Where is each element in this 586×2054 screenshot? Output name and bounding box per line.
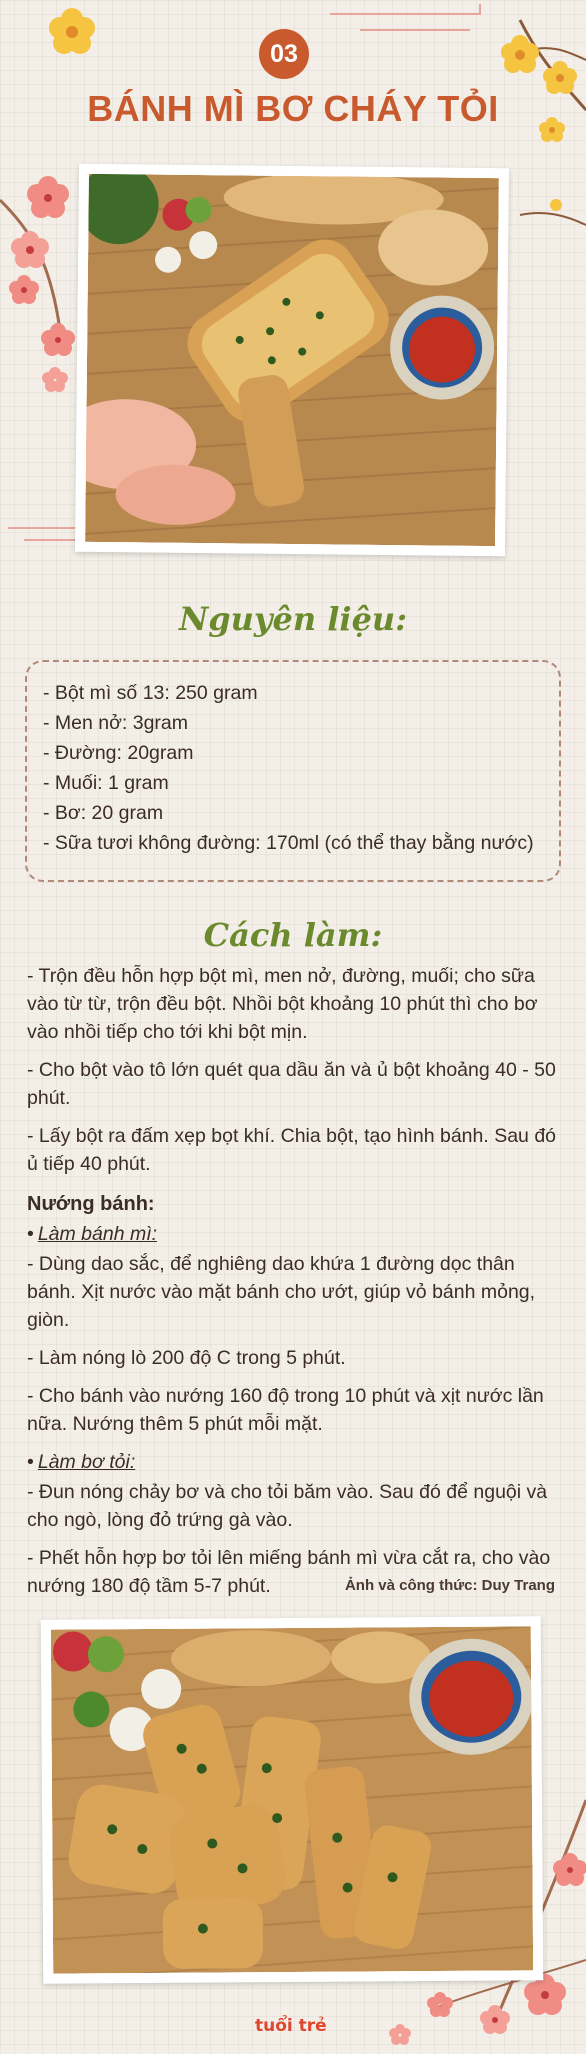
- ingredient-item: - Bột mì số 13: 250 gram: [43, 682, 258, 704]
- bread-step: - Dùng dao sắc, để nghiêng dao khứa 1 đường dọc thân bánh. Xịt nước vào mặt bánh cho ướt, giúp vỏ bánh mỏng, giòn.: [27, 1253, 536, 1331]
- butter-step: - Đun nóng chảy bơ và cho tỏi băm vào. Sau đó để nguội và cho ngò, lòng đỏ trứng gà vào.: [27, 1481, 548, 1531]
- pink-blossom-icon: [41, 323, 75, 356]
- ingredient-item: - Bơ: 20 gram: [43, 802, 164, 824]
- food-photo-illustration: [85, 174, 499, 546]
- butter-step: - Phết hỗn hợp bơ tỏi lên miếng bánh mì vừa cắt ra, cho vào nướng 180 độ tầm 5-7 phút.: [27, 1547, 551, 1597]
- method-section: [27, 962, 567, 1610]
- tuoitre-logo: tuổi trẻ: [255, 2016, 327, 2036]
- ingredient-item: - Đường: 20gram: [43, 742, 194, 764]
- photo-garlic-bread-closeup: [75, 164, 509, 556]
- pink-blossom-icon: [27, 176, 69, 218]
- ingredient-item: - Sữa tươi không đường: 170ml (có thể thay bằng nước): [43, 832, 534, 854]
- bullet-icon: •: [27, 1223, 34, 1245]
- yellow-blossom-icon: [501, 35, 539, 73]
- bread-subheading: [27, 1220, 567, 1248]
- method-step: - Cho bột vào tô lớn quét qua dầu ăn và ủ bột khoảng 40 - 50 phút.: [27, 1059, 556, 1109]
- bullet-icon: •: [27, 1451, 34, 1473]
- pink-blossom-icon: [480, 2005, 510, 2034]
- food-photo-illustration: [51, 1626, 533, 1973]
- pink-blossom-icon: [11, 231, 49, 268]
- pink-blossom-icon: [389, 2024, 411, 2045]
- pink-blossom-icon: [427, 1992, 453, 2017]
- page-title: BÁNH MÌ BƠ CHÁY TỎI: [87, 88, 499, 129]
- photo-garlic-bread-tray: [41, 1616, 544, 1983]
- ingredients-heading: Nguyên liệu:: [179, 600, 407, 638]
- recipe-number-badge: 03: [259, 29, 309, 79]
- ingredient-item: - Muối: 1 gram: [43, 772, 169, 794]
- pink-blossom-icon: [9, 275, 39, 304]
- method-heading: Cách làm:: [203, 916, 383, 954]
- method-step: - Lấy bột ra đấm xẹp bọt khí. Chia bột, tạo hình bánh. Sau đó ủ tiếp 40 phút.: [27, 1125, 557, 1175]
- photo-credit: Ảnh và công thức: Duy Trang: [344, 1577, 555, 1594]
- bread-step: - Làm nóng lò 200 độ C trong 5 phút.: [27, 1347, 346, 1369]
- pink-blossom-icon: [553, 1853, 586, 1886]
- ingredients-box: [25, 660, 561, 882]
- pink-blossom-icon: [42, 367, 68, 392]
- yellow-blossom-icon: [49, 8, 95, 54]
- baking-heading: Nướng bánh:: [27, 1193, 155, 1215]
- bread-subheading-label: Làm bánh mì:: [37, 1223, 158, 1245]
- butter-subheading: [27, 1448, 567, 1476]
- bread-step: - Cho bánh vào nướng 160 độ trong 10 phút và xịt nước lần nữa. Nướng thêm 5 phút mỗi mặt.: [27, 1385, 544, 1435]
- butter-subheading-label: Làm bơ tỏi:: [37, 1451, 136, 1473]
- ingredient-item: - Men nở: 3gram: [43, 712, 189, 734]
- method-step: - Trộn đều hỗn hợp bột mì, men nở, đường, muối; cho sữa vào từ từ, trộn đều bột. Nhồi bột khoảng 10 phút thì cho bơ vào nhồi tiếp cho tới khi bột mịn.: [27, 965, 538, 1043]
